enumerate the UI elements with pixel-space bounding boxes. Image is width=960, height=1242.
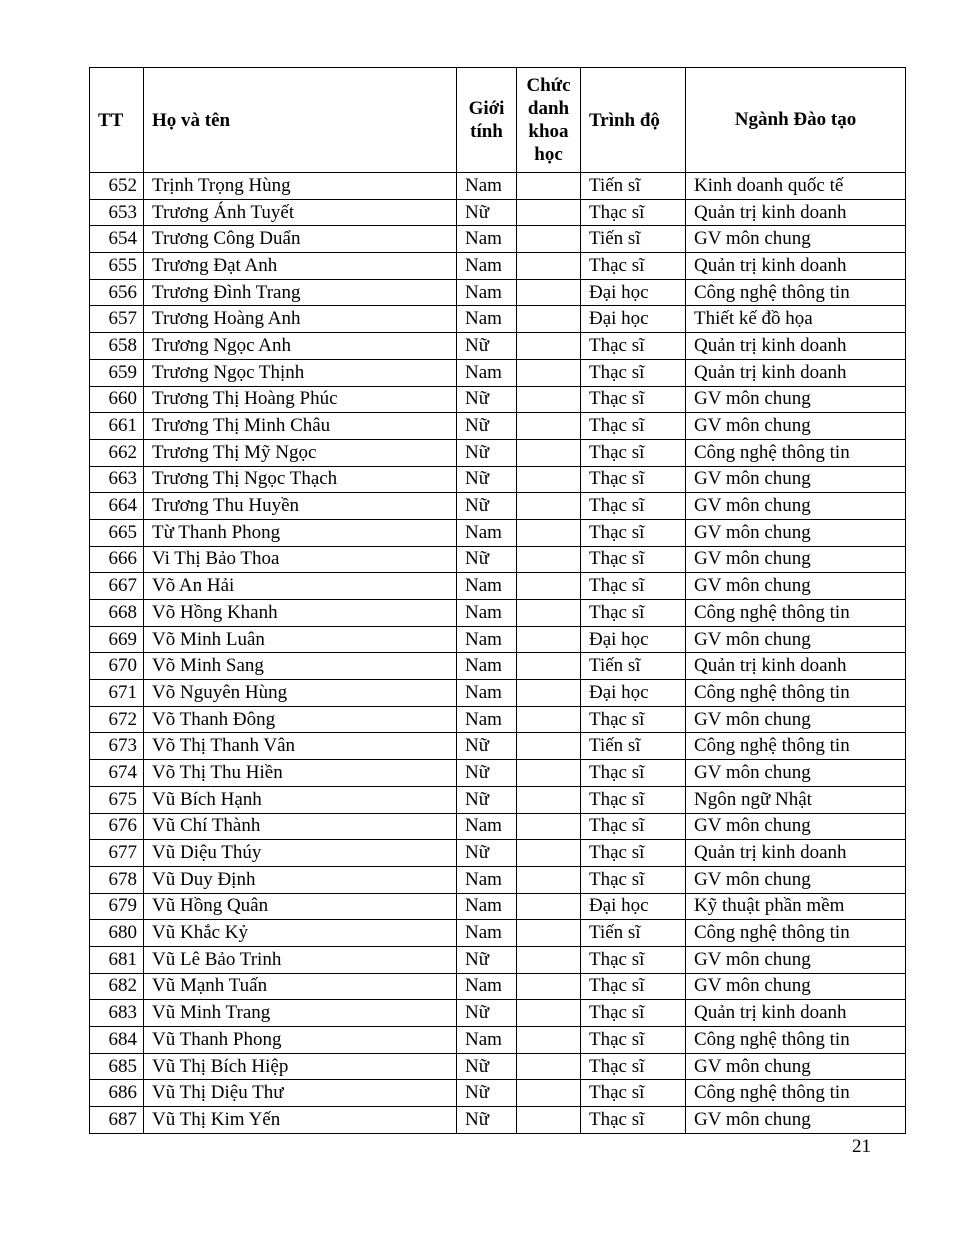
cell-name: Vũ Mạnh Tuấn [144,973,457,1000]
cell-degree: Thạc sĩ [581,439,686,466]
cell-field: GV môn chung [686,546,906,573]
cell-title [517,173,581,200]
cell-field: GV môn chung [686,626,906,653]
cell-tt: 654 [90,226,144,253]
cell-field: Quản trị kinh doanh [686,333,906,360]
table-row [90,226,906,253]
cell-name: Vũ Minh Trang [144,1000,457,1027]
cell-field: Quản trị kinh doanh [686,653,906,680]
cell-tt: 673 [90,733,144,760]
cell-field: GV môn chung [686,413,906,440]
cell-field: Quản trị kinh doanh [686,840,906,867]
cell-degree: Thạc sĩ [581,1000,686,1027]
table-row [90,359,906,386]
cell-field: Công nghệ thông tin [686,680,906,707]
cell-field: Quản trị kinh doanh [686,1000,906,1027]
cell-title [517,600,581,627]
header-degree: Trình độ [581,68,686,173]
cell-field: Quản trị kinh doanh [686,253,906,280]
cell-tt: 661 [90,413,144,440]
cell-tt: 655 [90,253,144,280]
cell-field: GV môn chung [686,519,906,546]
table-row [90,813,906,840]
cell-name: Võ An Hải [144,573,457,600]
cell-field: GV môn chung [686,1107,906,1134]
cell-name: Võ Minh Sang [144,653,457,680]
cell-gender: Nam [457,1027,517,1054]
cell-gender: Nữ [457,493,517,520]
table-row [90,786,906,813]
cell-degree: Thạc sĩ [581,493,686,520]
cell-gender: Nữ [457,333,517,360]
cell-tt: 667 [90,573,144,600]
cell-name: Vũ Thị Kim Yến [144,1107,457,1134]
cell-title [517,466,581,493]
cell-gender: Nữ [457,946,517,973]
cell-name: Võ Minh Luân [144,626,457,653]
cell-gender: Nam [457,813,517,840]
cell-tt: 669 [90,626,144,653]
cell-tt: 653 [90,199,144,226]
cell-degree: Thạc sĩ [581,600,686,627]
cell-title [517,653,581,680]
cell-title [517,546,581,573]
cell-tt: 652 [90,173,144,200]
table-row [90,413,906,440]
table-row [90,519,906,546]
cell-degree: Thạc sĩ [581,786,686,813]
cell-tt: 672 [90,706,144,733]
cell-field: Kinh doanh quốc tế [686,173,906,200]
cell-name: Võ Thị Thanh Vân [144,733,457,760]
table-row [90,600,906,627]
table-row [90,386,906,413]
cell-gender: Nữ [457,733,517,760]
cell-degree: Thạc sĩ [581,199,686,226]
table-row [90,733,906,760]
cell-degree: Thạc sĩ [581,1107,686,1134]
header-field: Ngành Đào tạo [686,68,906,173]
cell-title [517,893,581,920]
cell-title [517,413,581,440]
cell-tt: 660 [90,386,144,413]
cell-title [517,199,581,226]
cell-degree: Đại học [581,626,686,653]
cell-name: Trương Công Duẩn [144,226,457,253]
cell-title [517,386,581,413]
cell-gender: Nam [457,866,517,893]
cell-field: GV môn chung [686,706,906,733]
cell-name: Trương Đình Trang [144,279,457,306]
cell-tt: 657 [90,306,144,333]
cell-tt: 674 [90,760,144,787]
cell-name: Vũ Khắc Kỷ [144,920,457,947]
table-row [90,840,906,867]
cell-gender: Nam [457,706,517,733]
cell-tt: 679 [90,893,144,920]
cell-tt: 659 [90,359,144,386]
cell-degree: Tiến sĩ [581,920,686,947]
cell-tt: 662 [90,439,144,466]
header-title [517,68,581,173]
cell-tt: 682 [90,973,144,1000]
staff-table [89,67,906,1134]
cell-name: Từ Thanh Phong [144,519,457,546]
table-row [90,546,906,573]
cell-gender: Nữ [457,466,517,493]
cell-title [517,1053,581,1080]
cell-degree: Thạc sĩ [581,840,686,867]
cell-degree: Thạc sĩ [581,760,686,787]
cell-gender: Nam [457,279,517,306]
table-row [90,493,906,520]
cell-tt: 663 [90,466,144,493]
table-row [90,1080,906,1107]
cell-field: Thiết kế đồ họa [686,306,906,333]
table-row [90,706,906,733]
cell-name: Vi Thị Bảo Thoa [144,546,457,573]
cell-tt: 684 [90,1027,144,1054]
cell-tt: 686 [90,1080,144,1107]
cell-gender: Nam [457,920,517,947]
table-row [90,653,906,680]
cell-title [517,493,581,520]
cell-field: GV môn chung [686,813,906,840]
cell-gender: Nữ [457,386,517,413]
cell-name: Trương Thị Minh Châu [144,413,457,440]
cell-title [517,439,581,466]
cell-degree: Thạc sĩ [581,1080,686,1107]
table-row [90,866,906,893]
cell-gender: Nữ [457,439,517,466]
cell-degree: Thạc sĩ [581,333,686,360]
table-row [90,893,906,920]
table-row [90,1053,906,1080]
table-row [90,626,906,653]
cell-name: Trương Ngọc Thịnh [144,359,457,386]
cell-field: Công nghệ thông tin [686,733,906,760]
cell-tt: 678 [90,866,144,893]
table-row [90,973,906,1000]
cell-tt: 666 [90,546,144,573]
cell-title [517,573,581,600]
cell-degree: Thạc sĩ [581,946,686,973]
cell-name: Vũ Hồng Quân [144,893,457,920]
cell-tt: 676 [90,813,144,840]
cell-gender: Nam [457,573,517,600]
cell-field: Công nghệ thông tin [686,1027,906,1054]
cell-degree: Thạc sĩ [581,706,686,733]
cell-degree: Thạc sĩ [581,813,686,840]
cell-tt: 680 [90,920,144,947]
cell-title [517,359,581,386]
cell-name: Vũ Thị Diệu Thư [144,1080,457,1107]
table-row [90,1000,906,1027]
cell-field: Quản trị kinh doanh [686,199,906,226]
table-row [90,439,906,466]
cell-tt: 665 [90,519,144,546]
cell-name: Trương Thị Mỹ Ngọc [144,439,457,466]
cell-title [517,760,581,787]
cell-name: Võ Thanh Đông [144,706,457,733]
cell-title [517,1080,581,1107]
cell-degree: Đại học [581,893,686,920]
cell-field: GV môn chung [686,946,906,973]
cell-name: Trương Thu Huyền [144,493,457,520]
cell-name: Trịnh Trọng Hùng [144,173,457,200]
cell-name: Võ Thị Thu Hiền [144,760,457,787]
cell-title [517,333,581,360]
cell-gender: Nữ [457,760,517,787]
cell-name: Trương Ánh Tuyết [144,199,457,226]
cell-title [517,973,581,1000]
cell-degree: Thạc sĩ [581,866,686,893]
cell-gender: Nữ [457,1107,517,1134]
cell-gender: Nam [457,226,517,253]
cell-title [517,920,581,947]
cell-gender: Nữ [457,786,517,813]
cell-title [517,733,581,760]
cell-degree: Thạc sĩ [581,359,686,386]
cell-gender: Nữ [457,413,517,440]
cell-field: GV môn chung [686,973,906,1000]
table-row [90,466,906,493]
cell-gender: Nam [457,626,517,653]
table-row [90,333,906,360]
cell-gender: Nữ [457,199,517,226]
cell-title [517,1000,581,1027]
cell-gender: Nam [457,359,517,386]
table-row [90,253,906,280]
cell-name: Vũ Thị Bích Hiệp [144,1053,457,1080]
table-row [90,306,906,333]
cell-degree: Thạc sĩ [581,413,686,440]
cell-gender: Nam [457,519,517,546]
cell-name: Vũ Lê Bảo Trinh [144,946,457,973]
cell-gender: Nữ [457,840,517,867]
cell-gender: Nam [457,600,517,627]
header-name: Họ và tên [144,68,457,173]
cell-gender: Nam [457,893,517,920]
cell-degree: Thạc sĩ [581,573,686,600]
cell-degree: Thạc sĩ [581,466,686,493]
cell-tt: 681 [90,946,144,973]
cell-gender: Nam [457,680,517,707]
cell-title [517,226,581,253]
cell-title [517,1107,581,1134]
cell-title [517,840,581,867]
cell-gender: Nữ [457,1000,517,1027]
cell-gender: Nam [457,173,517,200]
cell-tt: 685 [90,1053,144,1080]
table-row [90,760,906,787]
cell-tt: 664 [90,493,144,520]
cell-degree: Thạc sĩ [581,546,686,573]
cell-title [517,1027,581,1054]
cell-degree: Thạc sĩ [581,973,686,1000]
cell-name: Trương Ngọc Anh [144,333,457,360]
table-row [90,1107,906,1134]
cell-name: Trương Đạt Anh [144,253,457,280]
cell-tt: 677 [90,840,144,867]
table-row [90,920,906,947]
cell-tt: 675 [90,786,144,813]
table-row [90,173,906,200]
cell-field: Công nghệ thông tin [686,600,906,627]
cell-degree: Thạc sĩ [581,386,686,413]
cell-tt: 656 [90,279,144,306]
cell-degree: Thạc sĩ [581,1053,686,1080]
cell-name: Võ Nguyên Hùng [144,680,457,707]
cell-gender: Nam [457,973,517,1000]
table-row [90,199,906,226]
table-row [90,680,906,707]
header-tt: TT [90,68,144,173]
cell-title [517,786,581,813]
table-header-row [90,68,906,173]
cell-title [517,680,581,707]
cell-title [517,706,581,733]
cell-title [517,946,581,973]
header-gender [457,68,517,173]
cell-title [517,626,581,653]
cell-gender: Nữ [457,546,517,573]
cell-degree: Tiến sĩ [581,733,686,760]
cell-name: Vũ Duy Định [144,866,457,893]
cell-title [517,253,581,280]
cell-degree: Đại học [581,306,686,333]
cell-field: Quản trị kinh doanh [686,359,906,386]
cell-field: Công nghệ thông tin [686,439,906,466]
cell-degree: Thạc sĩ [581,519,686,546]
cell-gender: Nam [457,306,517,333]
cell-degree: Tiến sĩ [581,653,686,680]
cell-degree: Đại học [581,279,686,306]
cell-name: Vũ Chí Thành [144,813,457,840]
cell-name: Vũ Diệu Thúy [144,840,457,867]
header-title-label: Chức danh khoa học [526,75,571,165]
cell-name: Vũ Thanh Phong [144,1027,457,1054]
cell-tt: 687 [90,1107,144,1134]
cell-title [517,813,581,840]
cell-field: GV môn chung [686,466,906,493]
cell-name: Võ Hồng Khanh [144,600,457,627]
cell-title [517,306,581,333]
cell-title [517,519,581,546]
cell-degree: Thạc sĩ [581,1027,686,1054]
cell-field: GV môn chung [686,760,906,787]
page-number: 21 [852,1136,871,1157]
cell-degree: Đại học [581,680,686,707]
header-gender-label: Giới tính [468,98,505,142]
cell-field: GV môn chung [686,1053,906,1080]
cell-field: GV môn chung [686,386,906,413]
cell-tt: 683 [90,1000,144,1027]
cell-degree: Tiến sĩ [581,226,686,253]
cell-field: Kỹ thuật phần mềm [686,893,906,920]
cell-name: Trương Thị Hoàng Phúc [144,386,457,413]
cell-gender: Nữ [457,1080,517,1107]
cell-tt: 671 [90,680,144,707]
cell-gender: Nam [457,253,517,280]
cell-name: Trương Hoàng Anh [144,306,457,333]
cell-field: GV môn chung [686,866,906,893]
cell-tt: 668 [90,600,144,627]
table-row [90,279,906,306]
cell-gender: Nữ [457,1053,517,1080]
cell-name: Vũ Bích Hạnh [144,786,457,813]
table-row [90,1027,906,1054]
cell-gender: Nam [457,653,517,680]
cell-field: Công nghệ thông tin [686,1080,906,1107]
cell-field: GV môn chung [686,573,906,600]
cell-field: Công nghệ thông tin [686,920,906,947]
cell-name: Trương Thị Ngọc Thạch [144,466,457,493]
cell-field: Công nghệ thông tin [686,279,906,306]
cell-field: GV môn chung [686,493,906,520]
table-body [90,173,906,1134]
cell-degree: Thạc sĩ [581,253,686,280]
cell-degree: Tiến sĩ [581,173,686,200]
cell-title [517,866,581,893]
cell-field: Ngôn ngữ Nhật [686,786,906,813]
table-row [90,946,906,973]
table-row [90,573,906,600]
cell-tt: 658 [90,333,144,360]
cell-tt: 670 [90,653,144,680]
cell-title [517,279,581,306]
cell-field: GV môn chung [686,226,906,253]
